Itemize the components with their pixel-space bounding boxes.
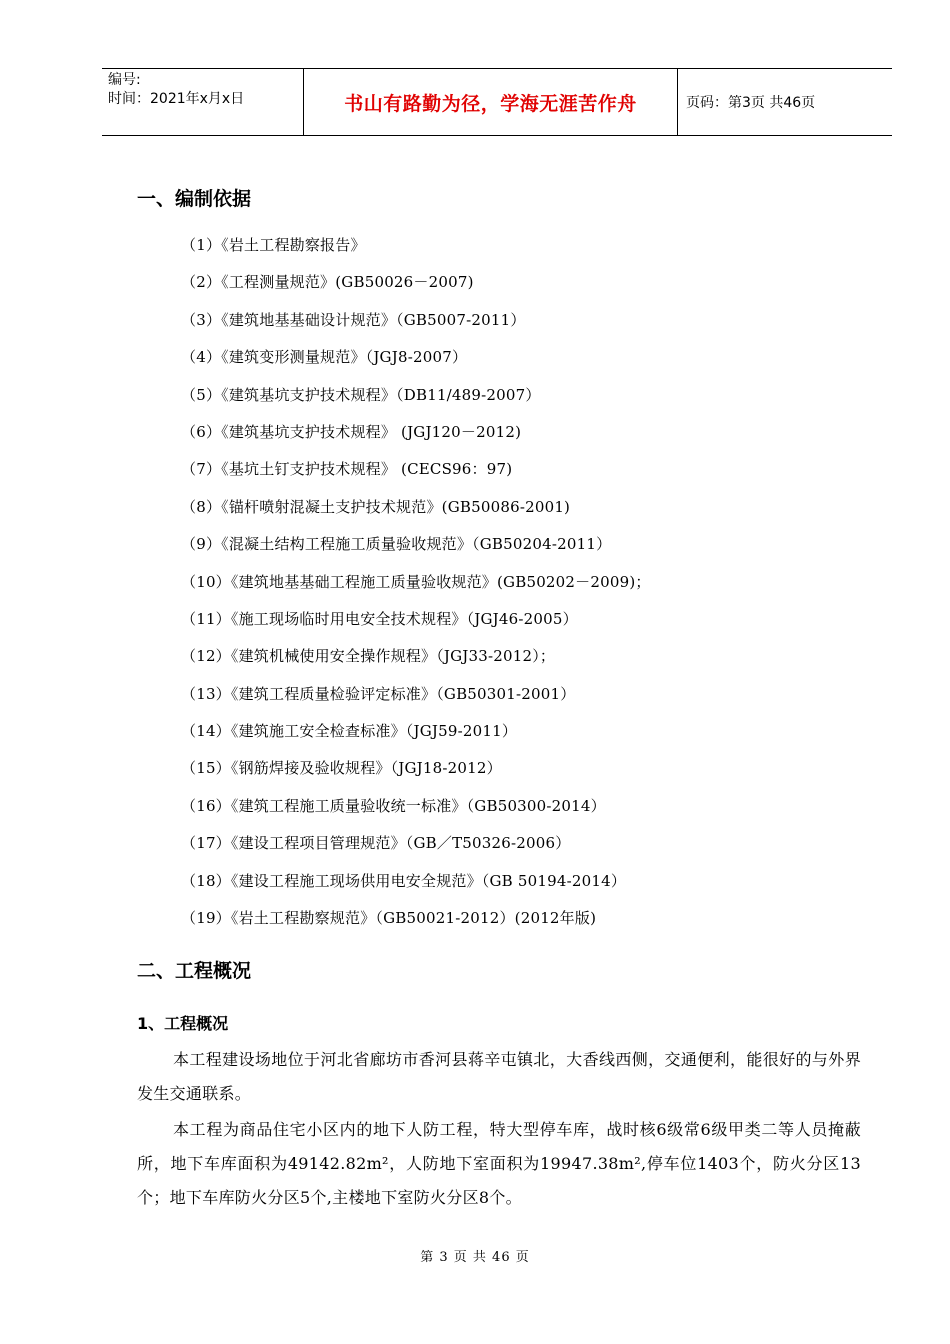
paragraph: 本工程为商品住宅小区内的地下人防工程，特大型停车库，战时核6级常6级甲类二等人员掩蔽所，地下车库面积为49142.82m²，人防地下室面积为19947.38m²,停车位1403个，防火分区13个；地下车库防火分区5个,主楼地下室防火分区8个。 <box>137 1120 861 1207</box>
list-item: （6）《建筑基坑支护技术规程》 (JGJ120－2012) <box>181 422 522 441</box>
list-item: （19）《岩土工程勘察规范》（GB50021-2012）(2012年版) <box>181 909 597 928</box>
list-item: （7）《基坑土钉支护技术规程》 (CECS96：97) <box>181 460 513 479</box>
page-footer: 第 3 页 共 46 页 <box>420 1250 530 1265</box>
list-item: （10）《建筑地基基础工程施工质量验收规范》(GB50202－2009)； <box>181 572 651 591</box>
header-motto: 书山有路勤为径，学海无涯苦作舟 <box>304 69 678 135</box>
page-header <box>102 68 892 136</box>
number-label: 编号: <box>108 72 141 88</box>
time-label: 时间：2021年x月x日 <box>108 91 245 107</box>
section-title-basis: 一、编制依据 <box>137 188 252 210</box>
list-item: （4）《建筑变形测量规范》（JGJ8-2007） <box>181 348 468 367</box>
list-item: （12）《建筑机械使用安全操作规程》（JGJ33-2012）； <box>181 647 556 666</box>
list-item: （1）《岩土工程勘察报告》 <box>181 236 366 254</box>
list-item: （13）《建筑工程质量检验评定标准》（GB50301-2001） <box>181 684 576 703</box>
header-meta <box>102 69 304 135</box>
list-item: （2）《工程测量规范》(GB50026－2007) <box>181 273 474 292</box>
subsection-title: 1、工程概况 <box>137 1014 229 1033</box>
list-item: （11）《施工现场临时用电安全技术规程》（JGJ46-2005） <box>181 609 578 628</box>
list-item: （15）《钢筋焊接及验收规程》（JGJ18-2012） <box>181 759 502 778</box>
list-item: （5）《建筑基坑支护技术规程》（DB11/489-2007） <box>181 385 541 404</box>
reference-list <box>181 233 651 943</box>
list-item: （9）《混凝土结构工程施工质量验收规范》（GB50204-2011） <box>181 535 612 554</box>
list-item: （3）《建筑地基基础设计规范》（GB5007-2011） <box>181 310 526 329</box>
list-item: （18）《建设工程施工现场供用电安全规范》（GB 50194-2014） <box>181 871 627 890</box>
list-item: （14）《建筑施工安全检查标准》（JGJ59-2011） <box>181 722 518 741</box>
header-page-code: 页码：第3页 共46页 <box>686 95 816 111</box>
list-item: （8）《锚杆喷射混凝土支护技术规范》(GB50086-2001) <box>181 497 571 516</box>
list-item: （16）《建筑工程施工质量验收统一标准》（GB50300-2014） <box>181 796 606 815</box>
list-item: （17）《建设工程项目管理规范》（GB／T50326-2006） <box>181 834 571 853</box>
paragraph: 本工程建设场地位于河北省廊坊市香河县蒋辛屯镇北，大香线西侧，交通便利，能很好的与外界发生交通联系。 <box>137 1050 861 1103</box>
section-title-overview: 二、工程概况 <box>137 960 252 982</box>
